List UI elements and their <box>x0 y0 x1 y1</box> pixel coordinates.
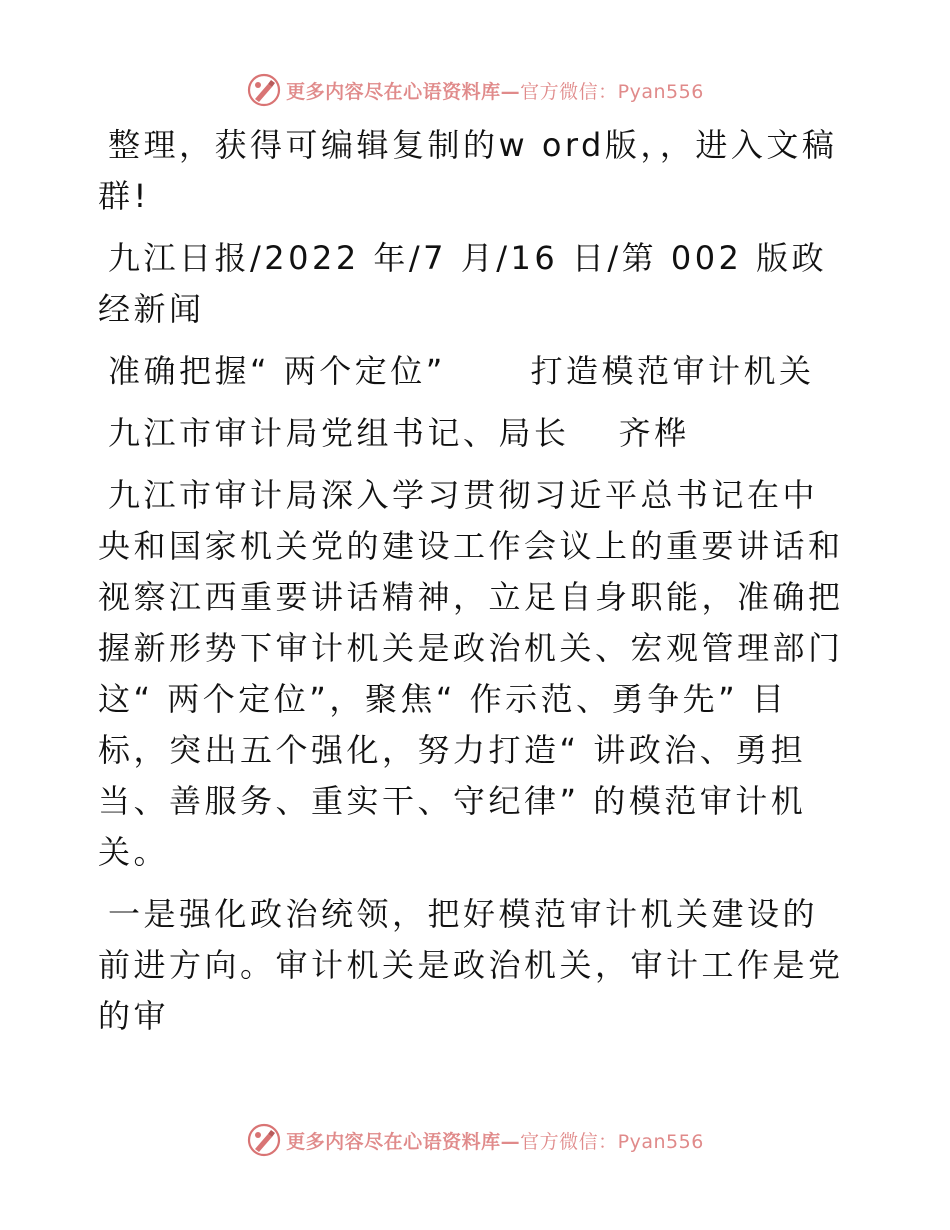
pen-logo-icon <box>246 72 282 108</box>
watermark-contact: 官方微信：Pyan556 <box>520 1130 704 1153</box>
pen-logo-icon <box>246 1122 282 1158</box>
intro-note: 整理，获得可编辑复制的w ord版，，进入文稿群! <box>98 126 838 215</box>
document-body <box>98 120 850 1053</box>
header-watermark-banner <box>0 68 950 112</box>
watermark-text: 更多内容尽在心语资料库— <box>286 1130 521 1153</box>
watermark-contact: 官方微信：Pyan556 <box>520 80 704 103</box>
article-title: 准确把握“ 两个定位” 打造模范审计机关 <box>108 352 815 390</box>
footer-watermark-banner <box>0 1118 950 1162</box>
author-line: 九江市审计局党组书记、局长 齐桦 <box>108 414 690 452</box>
body-paragraph: 一是强化政治统领，把好模范审计机关建设的前进方向。审计机关是政治机关，审计工作是党的审 <box>98 895 844 1035</box>
watermark-text: 更多内容尽在心语资料库— <box>286 80 521 103</box>
source-line: 九江日报/2022 年/7 月/16 日/第 002 版政经新闻 <box>98 239 828 328</box>
body-paragraph: 九江市审计局深入学习贯彻习近平总书记在中央和国家机关党的建设工作会议上的重要讲话和视察江西重要讲话精神，立足自身职能，准确把握新形势下审计机关是政治机关、宏观管理部门这“ 两个定位”，聚焦“ 作示范、勇争先” 目标，突出五个强化，努力打造“ 讲政治、勇担当、善服务、重实干、守纪律” 的模范审计机关。 <box>98 476 844 871</box>
